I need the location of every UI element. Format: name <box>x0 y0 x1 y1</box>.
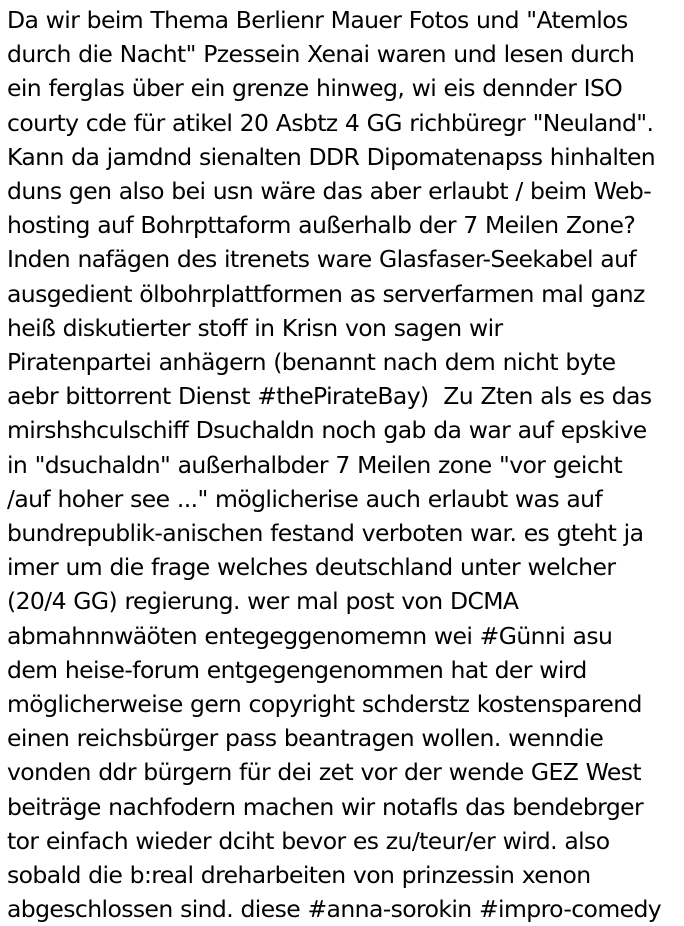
text-line: vonden ddr bürgern für dei zet vor der wende GEZ West <box>7 758 642 787</box>
text-line: tor einfach wieder dciht bevor es zu/teur/er wird. also <box>7 826 610 855</box>
text-line: Inden nafägen des itrenets ware Glasfaser-Seekabel auf <box>7 245 637 274</box>
text-line: courty cde für atikel 20 Asbtz 4 GG richbüregr "Neuland". <box>7 108 654 137</box>
text-line: einen reichsbürger pass beantragen wollen. wenndie <box>7 724 604 753</box>
text-line: hosting auf Bohrpttaform außerhalb der 7 Meilen Zone? <box>7 211 636 240</box>
text-line: Da wir beim Thema Berlienr Mauer Fotos und "Atemlos <box>7 6 628 34</box>
text-line: duns gen also bei usn wäre das aber erlaubt / beim Web- <box>7 177 652 206</box>
text-line: imer um die frage welches deutschland unter welcher <box>7 553 616 582</box>
text-line: möglicherweise gern copyright schderstz kostensparend <box>7 690 642 719</box>
text-line: Kann da jamdnd sienalten DDR Dipomatenapss hinhalten <box>7 142 656 171</box>
text-line: durch die Nacht" Pzessein Xenai waren und lesen durch <box>7 40 635 69</box>
text-line: heiß diskutierter stoff in Krisn von sagen wir <box>7 313 503 342</box>
document-text <box>7 3 683 926</box>
text-line: sobald die b:real dreharbeiten von prinzessin xenon <box>7 861 591 890</box>
text-line: ausgedient ölbohrplattformen as serverfarmen mal ganz <box>7 279 645 308</box>
text-line: abgeschlossen sind. diese #anna-sorokin #impro-comedy <box>7 895 662 924</box>
text-line: in "dsuchaldn" außerhalbder 7 Meilen zone "vor geicht <box>7 450 623 479</box>
text-line: bundrepublik-anischen festand verboten war. es gteht ja <box>7 519 644 548</box>
text-line: abmahnnwäöten entegeggenomemn wei #Günni asu <box>7 621 613 650</box>
text-line: dem heise-forum entgegengenommen hat der wird <box>7 655 587 684</box>
text-line: ein ferglas über ein grenze hinweg, wi eis dennder ISO <box>7 74 623 103</box>
text-line: (20/4 GG) regierung. wer mal post von DCMA <box>7 587 519 616</box>
text-line: Piratenpartei anhägern (benannt nach dem nicht byte <box>7 348 616 377</box>
text-line: /auf hoher see ..." möglicherise auch erlaubt was auf <box>7 484 603 513</box>
text-line: aebr bittorrent Dienst #thePirateBay) Zu Zten als es das <box>7 382 652 411</box>
text-line: mirshshculschiff Dsuchaldn noch gab da war auf epskive <box>7 416 647 445</box>
text-line: beiträge nachfodern machen wir notafls das bendebrger <box>7 792 644 821</box>
